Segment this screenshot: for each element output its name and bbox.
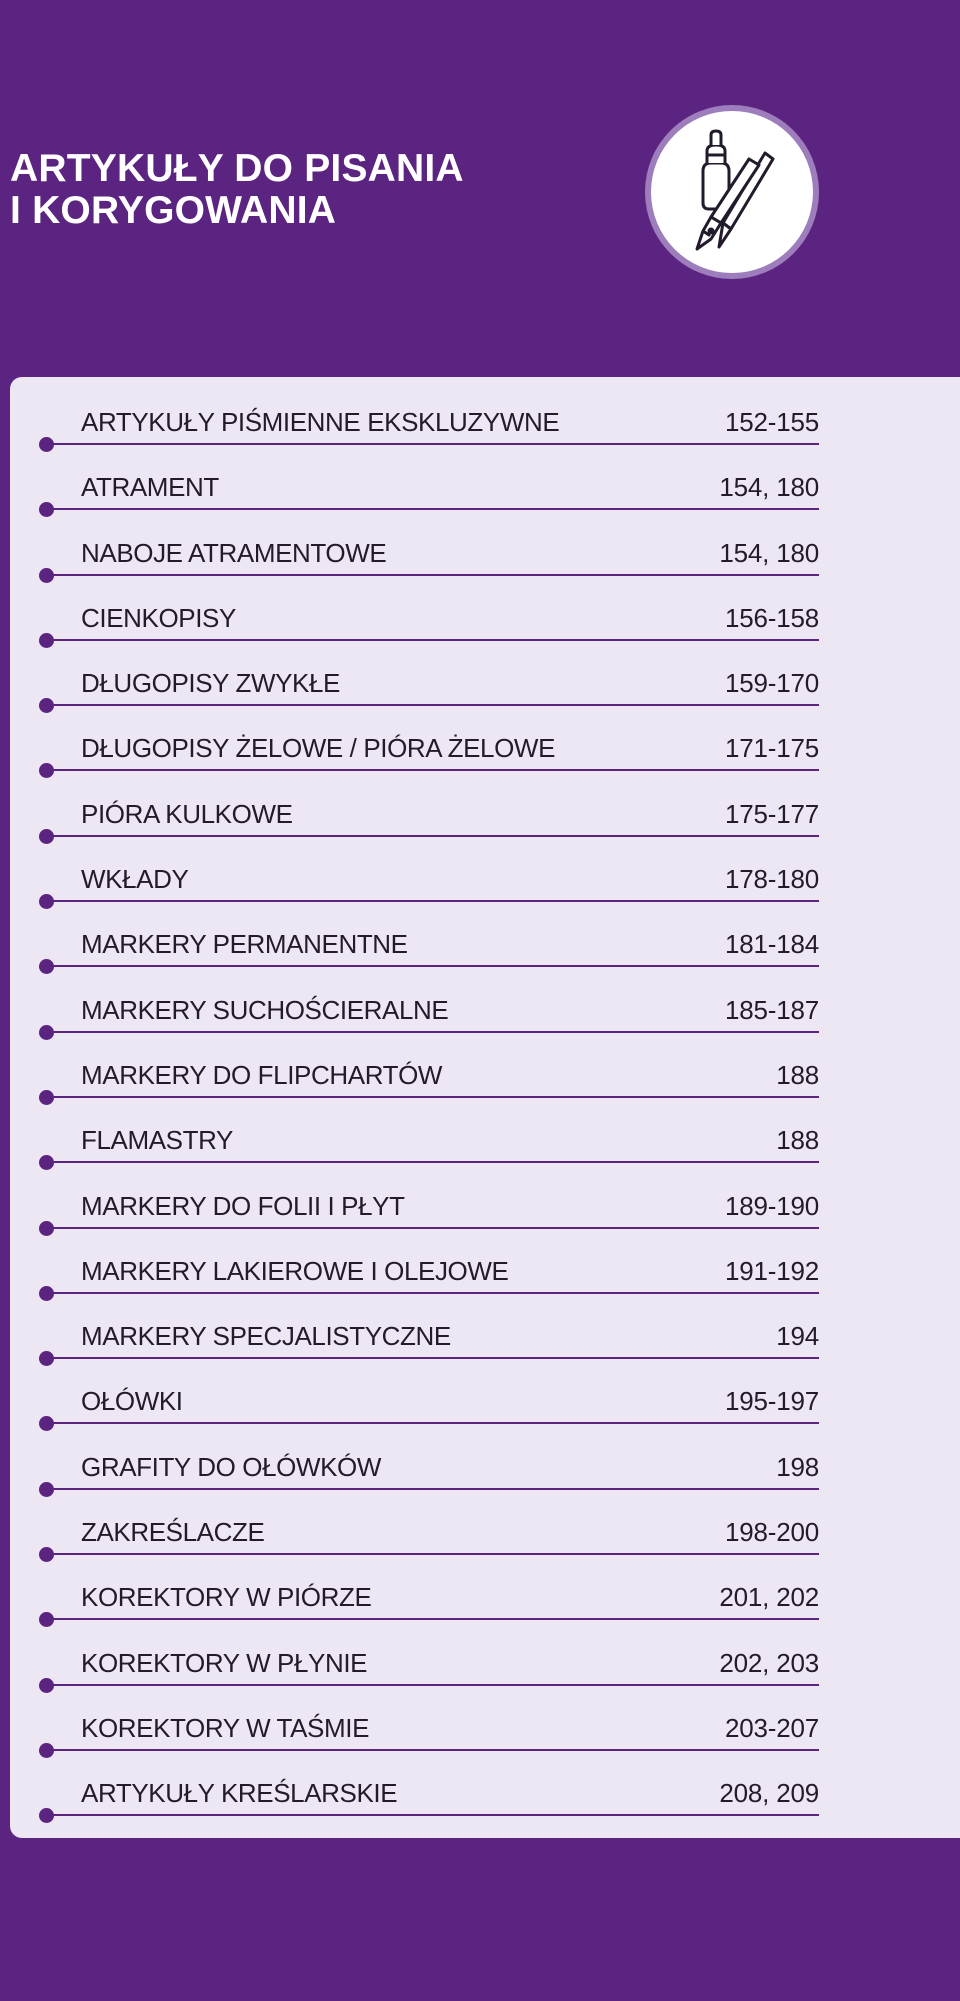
- toc-label: DŁUGOPISY ZWYKŁE: [81, 668, 340, 699]
- toc-row[interactable]: [10, 850, 960, 915]
- toc-pages: 159-170: [724, 668, 819, 699]
- toc-label: PIÓRA KULKOWE: [81, 798, 293, 829]
- row-underline: [46, 965, 819, 967]
- row-underline: [46, 1161, 819, 1163]
- toc-label: ZAKREŚLACZE: [81, 1517, 265, 1548]
- toc-row[interactable]: [10, 1046, 960, 1111]
- pen-and-ink-icon: [651, 111, 813, 273]
- toc-pages: 194: [776, 1321, 819, 1352]
- toc-pages: 171-175: [724, 733, 819, 764]
- toc-label: NABOJE ATRAMENTOWE: [81, 537, 387, 568]
- toc-row[interactable]: [10, 393, 960, 458]
- toc-row[interactable]: [10, 1634, 960, 1699]
- toc-label: CIENKOPISY: [81, 602, 236, 633]
- toc-label: MARKERY LAKIEROWE I OLEJOWE: [81, 1255, 509, 1286]
- toc-pages: 189-190: [724, 1190, 819, 1221]
- page-header: [0, 0, 960, 377]
- toc-pages: 191-192: [724, 1255, 819, 1286]
- toc-row[interactable]: [10, 981, 960, 1046]
- row-underline: [46, 1488, 819, 1490]
- toc-label: KOREKTORY W TAŚMIE: [81, 1712, 370, 1743]
- page-title: [10, 148, 464, 232]
- category-badge: [645, 105, 819, 279]
- title-line-1: ARTYKUŁY DO PISANIA: [10, 147, 464, 190]
- toc-label: GRAFITY DO OŁÓWKÓW: [81, 1451, 382, 1482]
- row-underline: [46, 704, 819, 706]
- toc-label: ARTYKUŁY KREŚLARSKIE: [81, 1778, 398, 1809]
- row-underline: [46, 639, 819, 641]
- toc-pages: 195-197: [724, 1386, 819, 1417]
- toc-label: ATRAMENT: [81, 472, 219, 503]
- toc-label: KOREKTORY W PŁYNIE: [81, 1647, 368, 1678]
- toc-list: [10, 393, 960, 1830]
- toc-pages: 202, 203: [719, 1647, 819, 1678]
- row-underline: [46, 900, 819, 902]
- row-underline: [46, 1553, 819, 1555]
- toc-row[interactable]: [10, 524, 960, 589]
- row-underline: [46, 835, 819, 837]
- toc-label: KOREKTORY W PIÓRZE: [81, 1582, 372, 1613]
- toc-pages: 198-200: [724, 1517, 819, 1548]
- row-underline: [46, 769, 819, 771]
- toc-pages: 198: [776, 1451, 819, 1482]
- toc-row[interactable]: [10, 1177, 960, 1242]
- toc-pages: 152-155: [724, 407, 819, 437]
- toc-pages: 181-184: [724, 929, 819, 960]
- toc-label: FLAMASTRY: [81, 1125, 233, 1156]
- row-underline: [46, 1031, 819, 1033]
- row-underline: [46, 1227, 819, 1229]
- title-line-2: I KORYGOWANIA: [10, 189, 337, 232]
- toc-pages: 178-180: [724, 864, 819, 895]
- row-underline: [46, 443, 819, 445]
- toc-label: ARTYKUŁY PIŚMIENNE EKSKLUZYWNE: [81, 407, 560, 437]
- row-underline: [46, 574, 819, 576]
- row-underline: [46, 508, 819, 510]
- toc-pages: 154, 180: [719, 472, 819, 503]
- toc-row[interactable]: [10, 589, 960, 654]
- toc-row[interactable]: [10, 1372, 960, 1437]
- toc-row[interactable]: [10, 458, 960, 523]
- badge-inner: [651, 111, 813, 273]
- row-underline: [46, 1292, 819, 1294]
- toc-label: DŁUGOPISY ŻELOWE / PIÓRA ŻELOWE: [81, 733, 556, 764]
- toc-label: MARKERY DO FOLII I PŁYT: [81, 1190, 405, 1221]
- toc-label: MARKERY PERMANENTNE: [81, 929, 408, 960]
- toc-pages: 185-187: [724, 994, 819, 1025]
- toc-row[interactable]: [10, 1307, 960, 1372]
- toc-row[interactable]: [10, 785, 960, 850]
- toc-pages: 156-158: [724, 602, 819, 633]
- toc-label: MARKERY SUCHOŚCIERALNE: [81, 994, 449, 1025]
- toc-pages: 188: [776, 1059, 819, 1090]
- toc-row[interactable]: [10, 1438, 960, 1503]
- toc-pages: 175-177: [724, 798, 819, 829]
- toc-pages: 208, 209: [719, 1778, 819, 1809]
- toc-panel: [10, 377, 960, 1838]
- row-underline: [46, 1684, 819, 1686]
- toc-row[interactable]: [10, 1242, 960, 1307]
- row-underline: [46, 1814, 819, 1816]
- toc-row[interactable]: [10, 1111, 960, 1176]
- toc-label: MARKERY DO FLIPCHARTÓW: [81, 1059, 443, 1090]
- toc-row[interactable]: [10, 654, 960, 719]
- toc-label: OŁÓWKI: [81, 1386, 183, 1417]
- row-underline: [46, 1096, 819, 1098]
- toc-row[interactable]: [10, 1699, 960, 1764]
- toc-pages: 201, 202: [719, 1582, 819, 1613]
- toc-pages: 188: [776, 1125, 819, 1156]
- toc-row[interactable]: [10, 1764, 960, 1829]
- toc-row[interactable]: [10, 719, 960, 784]
- toc-row[interactable]: [10, 915, 960, 980]
- toc-label: MARKERY SPECJALISTYCZNE: [81, 1321, 451, 1352]
- toc-pages: 203-207: [724, 1712, 819, 1743]
- row-underline: [46, 1357, 819, 1359]
- toc-row[interactable]: [10, 1568, 960, 1633]
- toc-pages: 154, 180: [719, 537, 819, 568]
- toc-label: WKŁADY: [81, 864, 189, 895]
- row-underline: [46, 1618, 819, 1620]
- toc-row[interactable]: [10, 1503, 960, 1568]
- row-underline: [46, 1749, 819, 1751]
- row-underline: [46, 1422, 819, 1424]
